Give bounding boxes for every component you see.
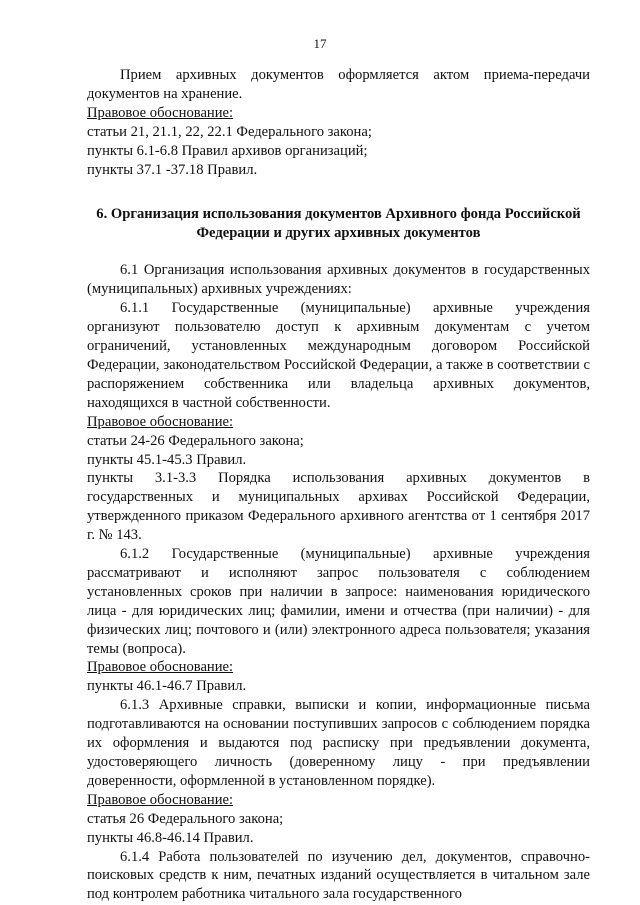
paragraph: 6.1.3 Архивные справки, выписки и копии, информационные письма подготавливаются на основании поступивших запросов с соблюдением порядка их оформления и выдаются под расписку при предъявлении документа, удостоверяющего личность (доверенному лицу - при предъявлении доверенности, оформленной в установленном порядке). bbox=[87, 697, 590, 789]
intro-blocks bbox=[87, 66, 590, 179]
paragraph: Прием архивных документов оформляется актом приема-передачи документов на хранение. bbox=[87, 67, 590, 102]
reference-line: пункты 37.1 -37.18 Правил. bbox=[87, 161, 258, 178]
section-heading bbox=[87, 205, 590, 243]
legal-basis-label: Правовое обоснование: bbox=[87, 791, 234, 808]
paragraph: 6.1.1 Государственные (муниципальные) архивные учреждения организуют пользователю доступ к архивным документам с учетом ограничений, установленных международным договором Российской Федерации, законодательством Российской Федерации, а также в соответствии с распоряжением собственника или владельца архивных документов, находящихся в частной собственности. bbox=[87, 300, 590, 411]
reference-line: пункты 45.1-45.3 Правил. bbox=[87, 451, 247, 468]
section-blocks bbox=[87, 261, 590, 904]
section-heading-line-2: Федерации и других архивных документов bbox=[196, 225, 481, 242]
reference-line: пункты 46.8-46.14 Правил. bbox=[87, 829, 254, 846]
document-body bbox=[87, 66, 590, 904]
reference-line: статья 26 Федерального закона; bbox=[87, 810, 284, 827]
legal-basis-label: Правовое обоснование: bbox=[87, 104, 234, 121]
section-heading-line-1: 6. Организация использования документов Архивного фонда Российской bbox=[96, 206, 581, 223]
paragraph: 6.1.2 Государственные (муниципальные) архивные учреждения рассматривают и исполняют запрос пользователя с соблюдением установленных сроков при наличии в запросе: наименования юридического лица - для юридических лиц; фамилии, имени и отчества (при наличии) - для физических лиц; почтового и (или) электронного адреса пользователя; указания темы (вопроса). bbox=[87, 546, 590, 657]
legal-basis-label: Правовое обоснование: bbox=[87, 413, 234, 430]
reference-line: статьи 21, 21.1, 22, 22.1 Федерального закона; bbox=[87, 123, 372, 140]
legal-basis-label: Правовое обоснование: bbox=[87, 659, 234, 676]
reference-line: пункты 46.1-46.7 Правил. bbox=[87, 678, 247, 695]
reference-line: пункты 6.1-6.8 Правил архивов организаций; bbox=[87, 142, 368, 159]
paragraph: 6.1.4 Работа пользователей по изучению дел, документов, справочно-поисковых средств к ним, печатных изданий осуществляется в читальном зале под контролем работника читального зала государственного bbox=[87, 848, 590, 903]
paragraph: 6.1 Организация использования архивных документов в государственных (муниципальных) архивных учреждениях: bbox=[87, 262, 590, 298]
page-number: 17 bbox=[313, 36, 327, 51]
reference-line: пункты 3.1-3.3 Порядка использования архивных документов в государственных и муниципальных архивах Российской Федерации, утвержденного приказом Федерального архивного агентства от 1 сентября 2017 г. № 143. bbox=[87, 470, 590, 544]
reference-line: статьи 24-26 Федерального закона; bbox=[87, 432, 304, 449]
